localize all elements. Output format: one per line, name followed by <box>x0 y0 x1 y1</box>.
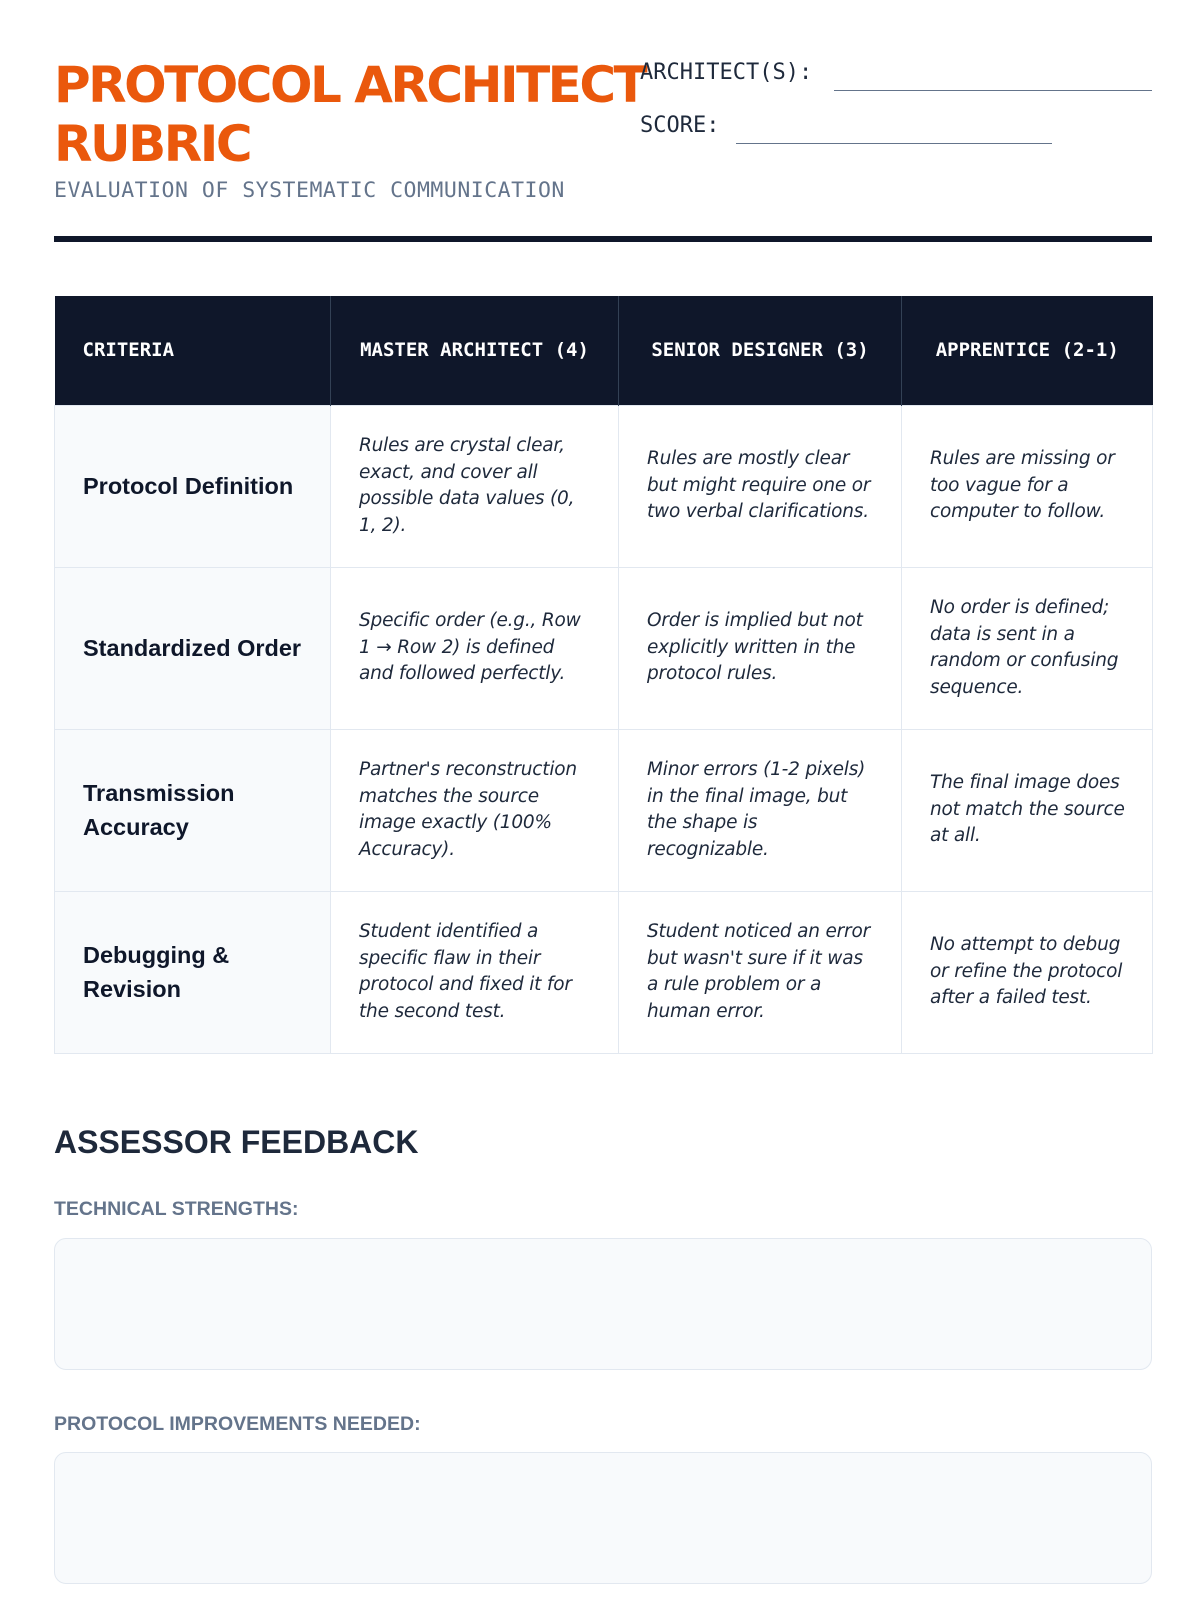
apprentice-cell: Rules are missing or too vague for a computer to follow. <box>902 405 1153 567</box>
column-header-apprentice: APPRENTICE (2-1) <box>902 296 1153 405</box>
improvements-textbox[interactable] <box>54 1452 1152 1584</box>
table-header-row <box>55 296 1153 405</box>
criteria-cell: Protocol Definition <box>55 405 331 567</box>
apprentice-cell: No order is defined; data is sent in a random or confusing sequence. <box>902 567 1153 729</box>
apprentice-cell: The final image does not match the source at all. <box>902 729 1153 891</box>
table-row <box>55 405 1153 567</box>
master-cell: Partner's reconstruction matches the source image exactly (100% Accuracy). <box>331 729 619 891</box>
senior-cell: Minor errors (1-2 pixels) in the final image, but the shape is recognizable. <box>619 729 902 891</box>
column-header-master: MASTER ARCHITECT (4) <box>331 296 619 405</box>
senior-cell: Rules are mostly clear but might require one or two verbal clarifications. <box>619 405 902 567</box>
architect-field <box>640 60 812 85</box>
senior-cell: Order is implied but not explicitly written in the protocol rules. <box>619 567 902 729</box>
master-cell: Specific order (e.g., Row 1 → Row 2) is defined and followed perfectly. <box>331 567 619 729</box>
architect-label: ARCHITECT(S): <box>640 60 813 85</box>
criteria-cell: Debugging & Revision <box>55 891 331 1053</box>
column-header-criteria: CRITERIA <box>55 296 331 405</box>
header-divider <box>54 236 1152 242</box>
strengths-label: TECHNICAL STRENGTHS: <box>54 1198 299 1220</box>
column-header-senior: SENIOR DESIGNER (3) <box>619 296 902 405</box>
score-field <box>640 113 719 138</box>
architect-input-line[interactable] <box>834 90 1152 91</box>
senior-cell: Student noticed an error but wasn't sure if it was a rule problem or a human error. <box>619 891 902 1053</box>
feedback-title: ASSESSOR FEEDBACK <box>54 1124 419 1160</box>
master-cell: Rules are crystal clear, exact, and cover all possible data values (0, 1, 2). <box>331 405 619 567</box>
strengths-textbox[interactable] <box>54 1238 1152 1370</box>
rubric-table <box>54 296 1153 1054</box>
table-row <box>55 729 1153 891</box>
improvements-label: PROTOCOL IMPROVEMENTS NEEDED: <box>54 1413 421 1435</box>
page-title: PROTOCOL ARCHITECT RUBRIC <box>54 56 646 173</box>
page-header <box>54 56 1152 242</box>
score-input-line[interactable] <box>736 143 1052 144</box>
table-row <box>55 567 1153 729</box>
page-subtitle: EVALUATION OF SYSTEMATIC COMMUNICATION <box>54 178 565 203</box>
table-row <box>55 891 1153 1053</box>
criteria-cell: Transmission Accuracy <box>55 729 331 891</box>
score-label: SCORE: <box>640 113 720 138</box>
master-cell: Student identified a specific flaw in their protocol and fixed it for the second test. <box>331 891 619 1053</box>
criteria-cell: Standardized Order <box>55 567 331 729</box>
apprentice-cell: No attempt to debug or refine the protocol after a failed test. <box>902 891 1153 1053</box>
